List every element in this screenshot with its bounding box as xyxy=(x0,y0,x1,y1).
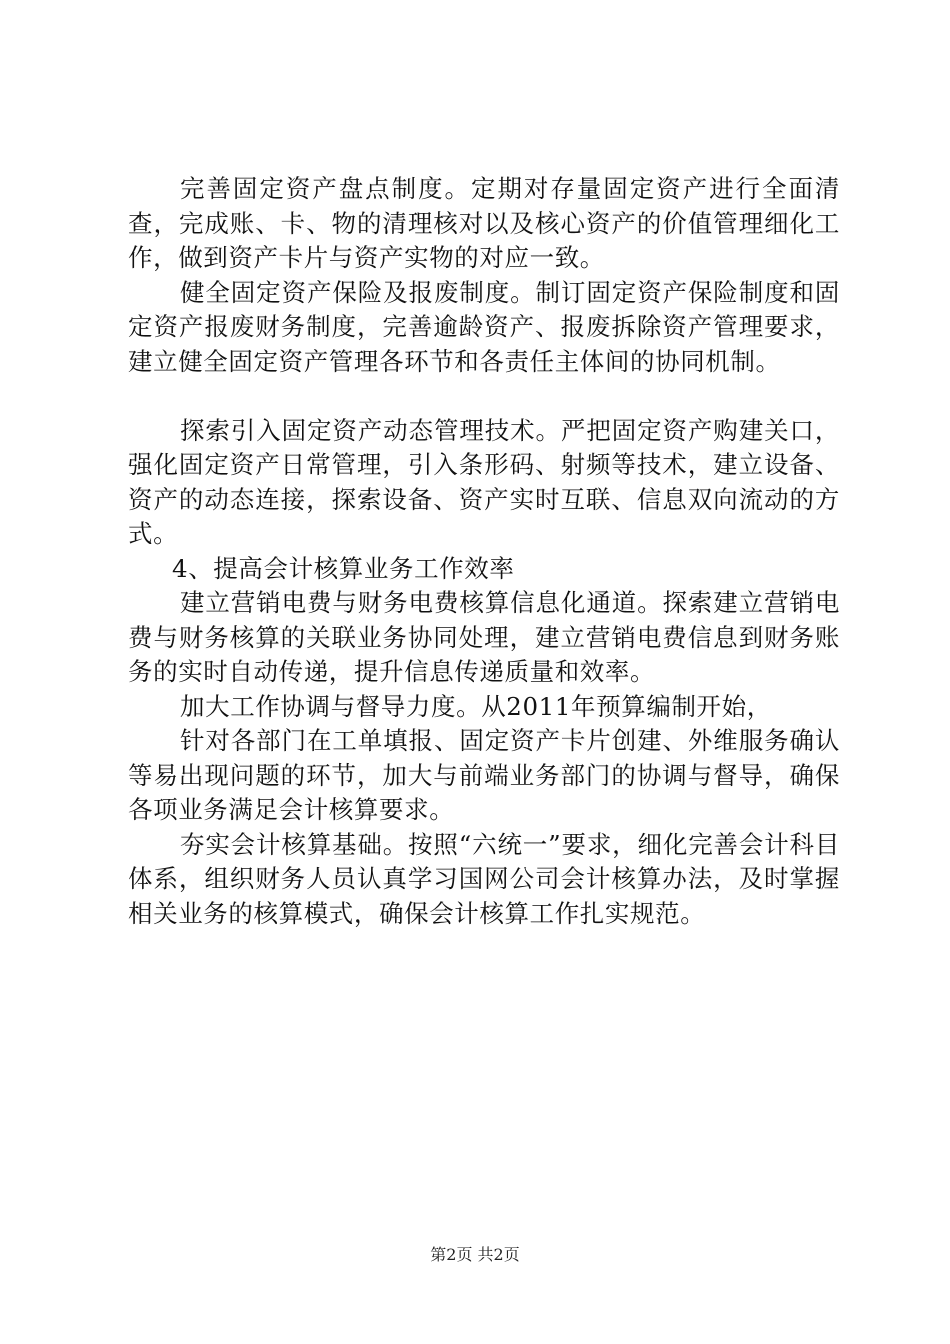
section-heading: 4、提高会计核算业务工作效率 xyxy=(172,553,515,583)
paragraph-coordination: 加大工作协调与督导力度。从2011年预算编制开始， xyxy=(180,691,772,721)
paragraph-asset-inventory: 完善固定资产盘点制度。定期对存量固定资产进行全面清查，完成账、卡、物的清理核对以及核心资产的价值管理细化工作，做到资产卡片与资产实物的对应一致。 xyxy=(128,174,840,272)
paragraph-dynamic-management: 探索引入固定资产动态管理技术。严把固定资产购建关口，强化固定资产日常管理，引入条形码、射频等技术，建立设备、资产的动态连接，探索设备、资产实时互联、信息双向流动的方式。 xyxy=(128,415,840,548)
paragraph-asset-insurance: 健全固定资产保险及报废制度。制订固定资产保险制度和固定资产报废财务制度，完善逾龄资产、报废拆除资产管理要求，建立健全固定资产管理各环节和各责任主体间的协同机制。 xyxy=(128,277,840,376)
document-body xyxy=(128,172,840,931)
paragraph-departments: 针对各部门在工单填报、固定资产卡片创建、外维服务确认等易出现问题的环节，加大与前端业务部门的协调与督导，确保各项业务满足会计核算要求。 xyxy=(128,726,840,824)
paragraph-accounting-basis: 夯实会计核算基础。按照“六统一”要求，细化完善会计科目体系，组织财务人员认真学习国网公司会计核算办法，及时掌握相关业务的核算模式，确保会计核算工作扎实规范。 xyxy=(128,829,840,928)
paragraph-billing-channel: 建立营销电费与财务电费核算信息化通道。探索建立营销电费与财务核算的关联业务协同处理，建立营销电费信息到财务账务的实时自动传递，提升信息传递质量和效率。 xyxy=(128,588,840,686)
page-footer: 第2页 共2页 xyxy=(430,1245,520,1264)
